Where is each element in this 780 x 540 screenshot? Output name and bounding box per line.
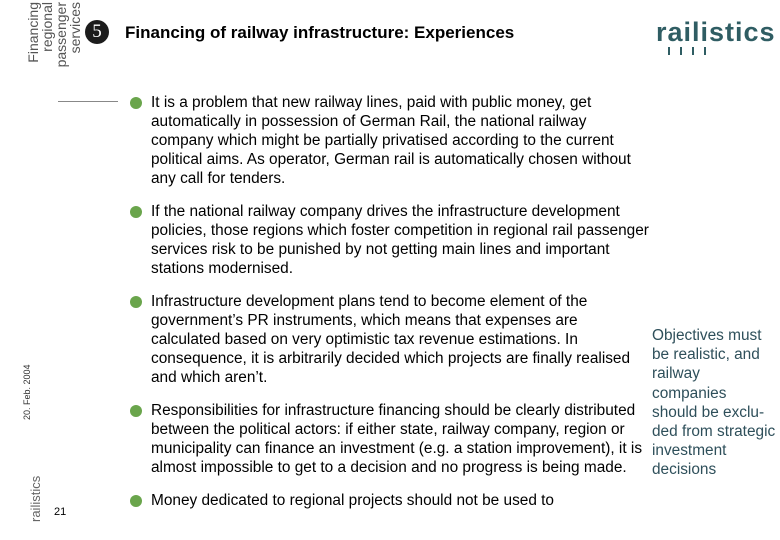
bullet-text: Infrastructure development plans tend to become element of the government’s PR instruments, which means that expenses are calculated based on very optimistic tax revenue estimations. In consequence, it is arbitrarily decided which projects are finally realised and which aren’t. <box>151 293 631 386</box>
bullet-item <box>130 292 650 387</box>
section-label-line: services <box>67 2 83 54</box>
bullet-dot-icon <box>130 296 142 308</box>
section-label-line: regional <box>39 2 55 52</box>
logo-bars <box>668 47 776 55</box>
bullet-dot-icon <box>130 206 142 218</box>
footer-logo: railistics <box>28 475 43 522</box>
section-label-line: Financing <box>25 2 41 63</box>
bullet-text: It is a problem that new railway lines, paid with public money, get automatically in possession of German Rail, the national railway company which might be partially privatised according to the current political aims. As operator, German rail is automatically chosen without any call for tenders. <box>151 94 631 187</box>
bullet-dot-icon <box>130 405 142 417</box>
page-number: 21 <box>54 506 67 518</box>
bullet-item <box>130 202 650 278</box>
bullet-dot-icon <box>130 97 142 109</box>
section-label <box>26 2 82 98</box>
section-number-badge: 5 <box>85 20 109 44</box>
railistics-logo <box>656 18 776 55</box>
bullet-item <box>130 93 650 188</box>
logo-text: railistics <box>656 17 776 47</box>
section-divider <box>58 101 118 102</box>
bullet-dot-icon <box>130 495 142 507</box>
bullet-item <box>130 401 650 477</box>
section-label-line: passenger <box>53 2 69 68</box>
page-title: Financing of railway infrastructure: Experiences <box>125 23 515 42</box>
footer-date: 20. Feb. 2004 <box>22 364 32 420</box>
bullet-text: Money dedicated to regional projects should not be used to <box>151 492 554 509</box>
callout-note: Objectives must be realistic, and railway companies should be exclu-ded from strategic investment decisions <box>652 327 776 479</box>
bullet-text: Responsibilities for infrastructure financing should be clearly distributed between the political actors: if either state, railway company, region or municipality can finance an investment (e.g. a station improvement), it is almost impossible to get to a decision and no progress is being made. <box>151 402 643 476</box>
bullet-list <box>130 93 650 524</box>
bullet-text: If the national railway company drives the infrastructure development policies, those regions which foster competition in regional rail passenger services risk to be punished by not getting main lines and important stations modernised. <box>151 203 649 277</box>
bullet-item <box>130 491 650 510</box>
